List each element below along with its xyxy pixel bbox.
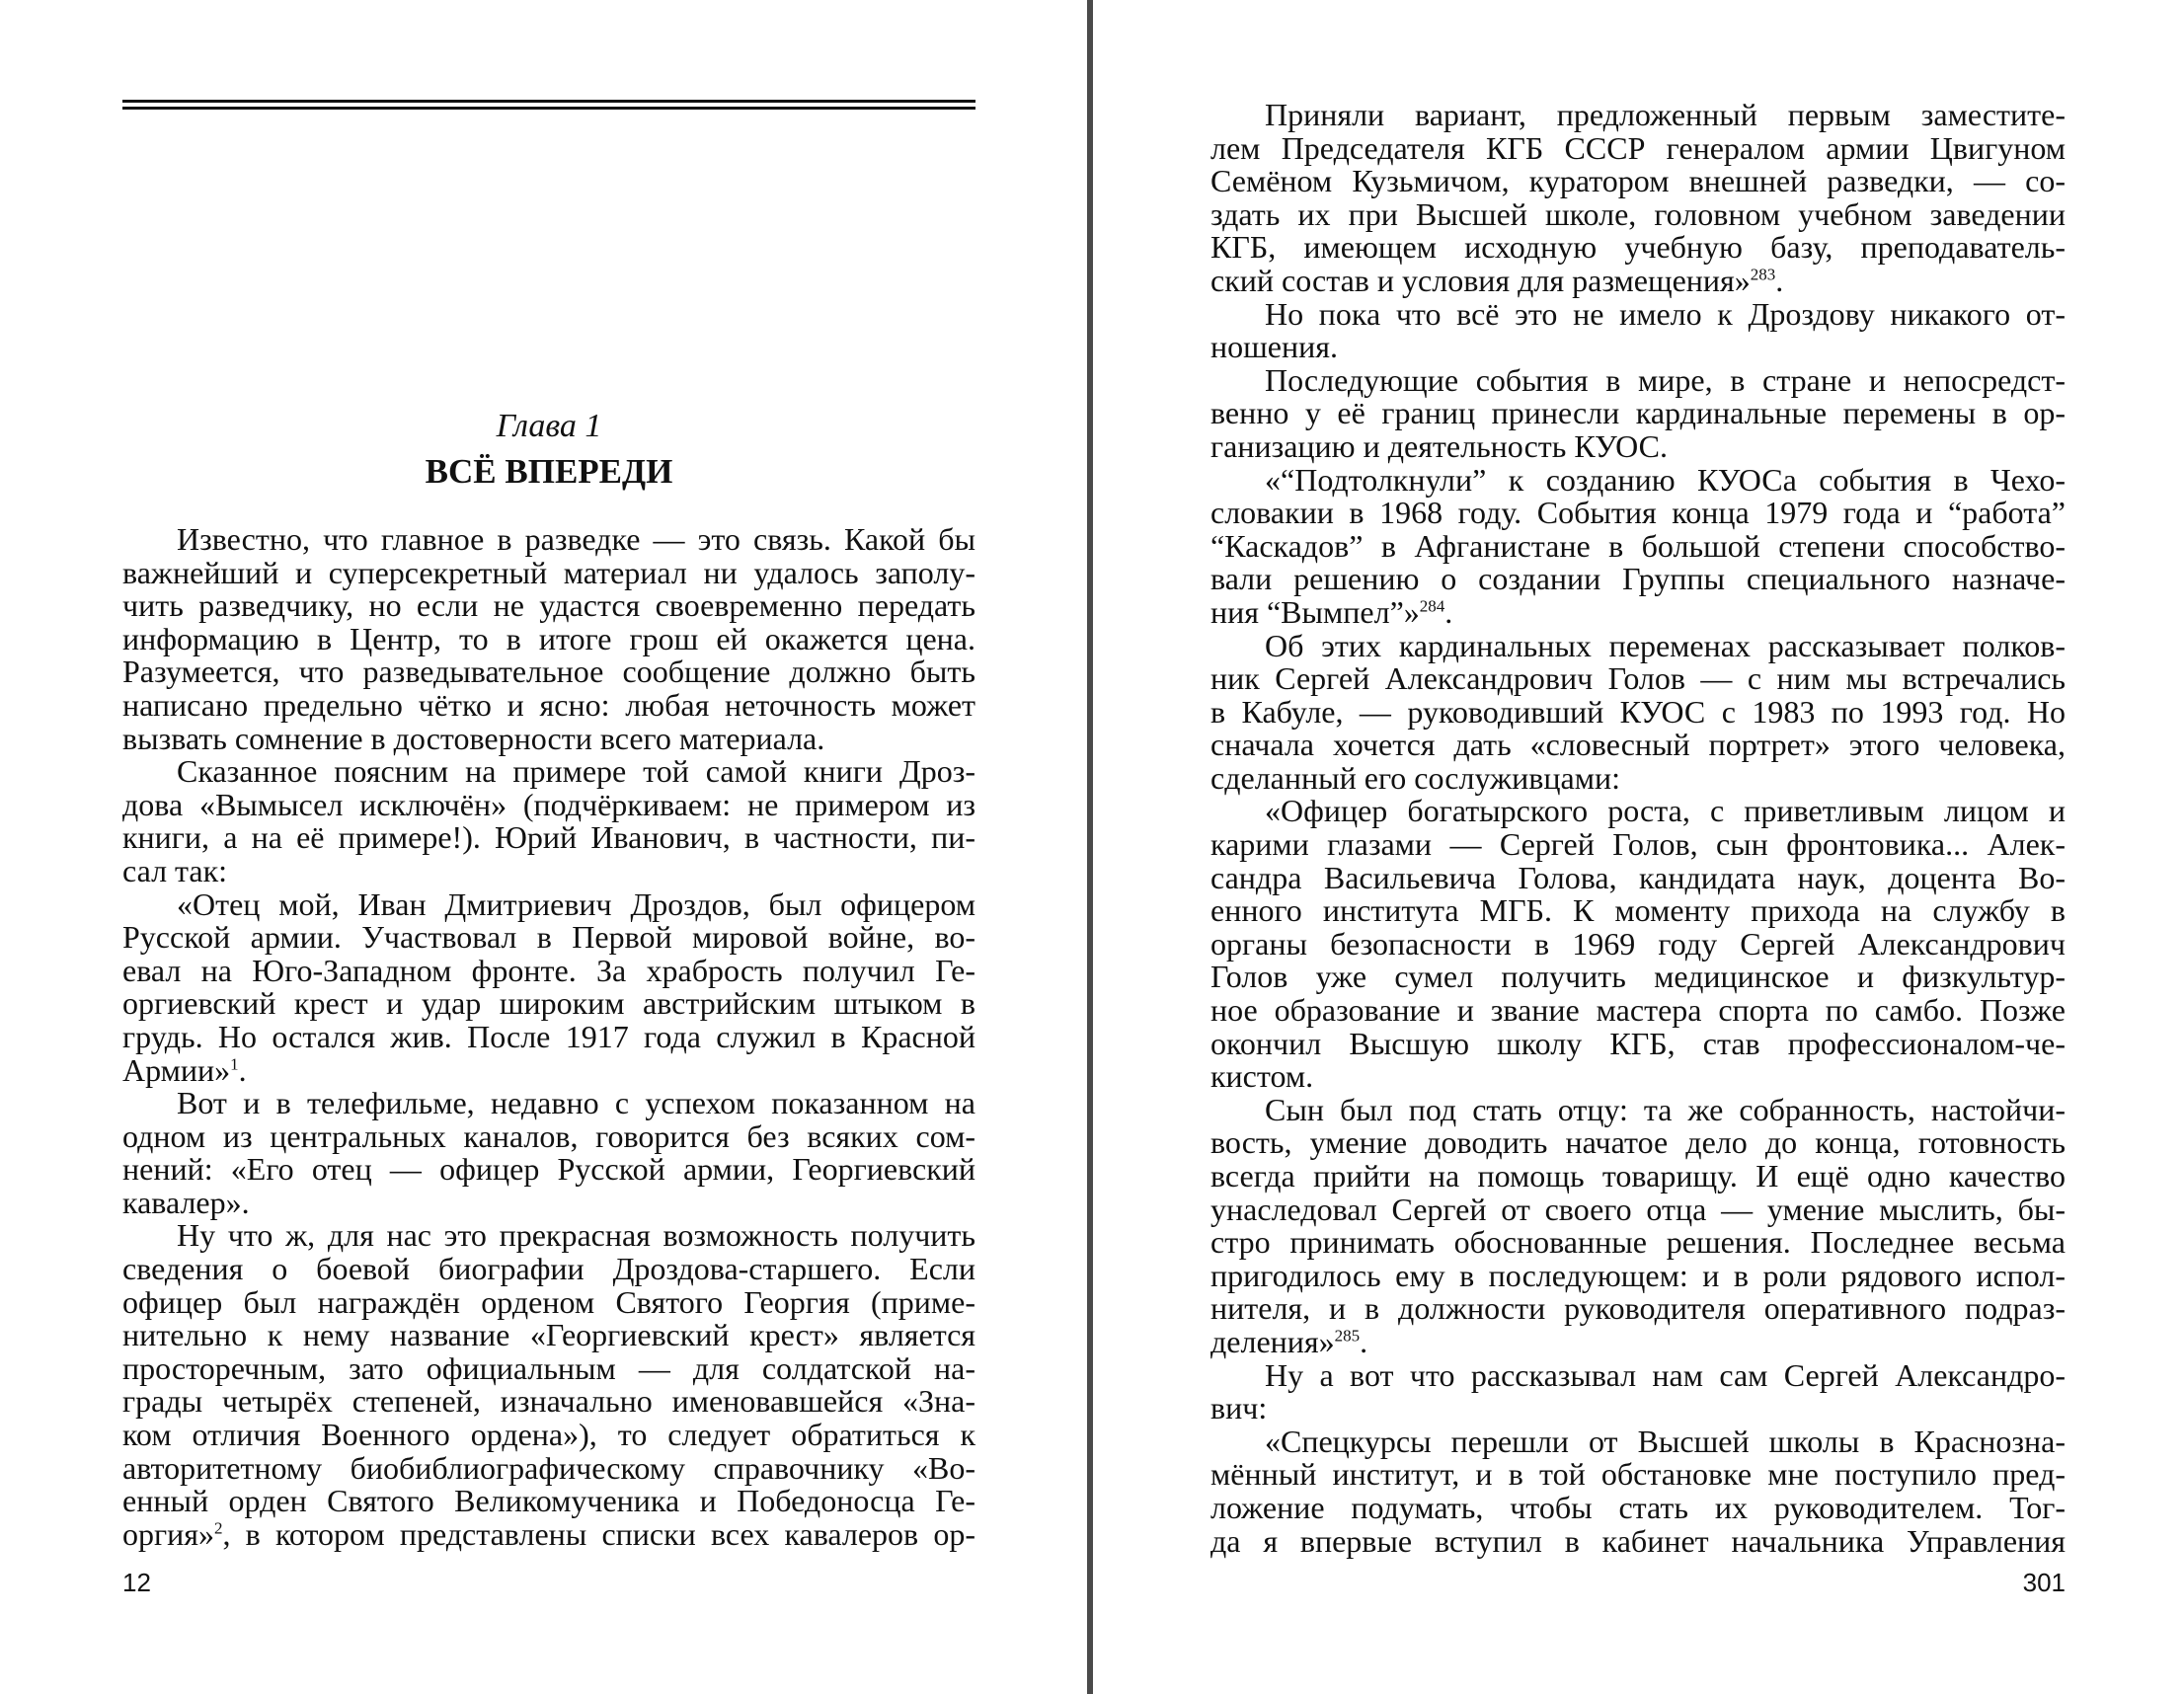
page-gutter	[1087, 0, 1093, 1694]
text-fragment: деления»	[1210, 1323, 1335, 1359]
text-line: органы безопасности в 1969 году Сергей Александрович	[1210, 925, 2066, 962]
text-line: сал так:	[122, 852, 228, 888]
footnote-ref: 285	[1334, 1326, 1361, 1346]
text-fragment: ский состав и условия для размещения»	[1210, 262, 1751, 298]
text-line: Приняли вариант, предложенный первым заместите-	[1265, 97, 2066, 132]
text-line: окончил Высшую школу КГБ, став профессионалом-че-	[1210, 1025, 2066, 1061]
text-line: сведения о боевой биографии Дроздова-старшего. Если	[122, 1251, 975, 1287]
rule-line	[122, 100, 975, 103]
text-line: венно у её границ принесли кардинальные перемены в ор-	[1210, 395, 2066, 431]
text-line	[122, 1515, 975, 1552]
text-line: одном из центральных каналов, говорится без всяких сом-	[122, 1117, 975, 1154]
text-line: Семёном Кузьмичом, куратором внешней разведки, — со-	[1210, 163, 2066, 199]
text-line: да я впервые вступил в кабинет начальника Управления	[1210, 1522, 2066, 1559]
text-line: ский состав и условия для размещения»$^{283}$.	[1210, 262, 1784, 298]
text-line: кистом.	[1210, 1058, 1314, 1095]
text-line: “Каскадов” в Афганистане в большой степени способство-	[1210, 527, 2066, 564]
text-line: сандра Васильевича Голова, кандидата наук, доцента Во-	[1210, 859, 2066, 895]
text-line: нений: «Его отец — офицер Русской армии, Георгиевский	[122, 1151, 975, 1188]
text-line: Но пока что всё это не имело к Дроздову никакого от-	[1265, 295, 2066, 332]
footnote-ref: 1	[230, 1053, 239, 1073]
text-line: вич:	[1210, 1390, 1268, 1426]
text-line: Вот и в телефильме, недавно с успехом показанном на	[177, 1085, 975, 1121]
text-line: ганизацию и деятельность КУОС.	[1210, 427, 1668, 464]
text-line: офицер был награждён орденом Святого Георгия (приме-	[122, 1283, 975, 1320]
text-line: всегда прийти на помощь товарищу. И ещё одно качество	[1210, 1158, 2066, 1194]
text-line: унаследовал Сергей от своего отца — умение мыслить, бы-	[1210, 1191, 2066, 1227]
text-line: вызвать сомнение в достоверности всего материала.	[122, 720, 825, 756]
text-line: карими глазами — Сергей Голов, сын фронтовика... Алек-	[1210, 826, 2066, 863]
text-line: информацию в Центр, то в итоге грош ей окажется цена.	[122, 620, 975, 656]
text-line: сначала хочется дать «словесный портрет» этого человека,	[1210, 727, 2066, 763]
text-line: в Кабуле, — руководивший КУОС с 1983 по 1993 год. Но	[1210, 693, 2066, 730]
footnote-ref: 284	[1419, 596, 1445, 616]
text-line: нительно к нему название «Георгиевский крест» является	[122, 1317, 975, 1353]
text-line: Русской армии. Участвовал в Первой мировой войне, во-	[122, 919, 975, 956]
text-line: книги, а на её примере!). Юрий Иванович, в частности, пи-	[122, 819, 975, 856]
text-line: Голов уже сумел получить медицинское и физкультур-	[1210, 959, 2066, 995]
text-line: важнейший и суперсекретный материал ни удалось заполу-	[122, 554, 975, 590]
footnote-ref: 2	[213, 1518, 223, 1538]
text-line: чить разведчику, но если не удастся своевременно передать	[122, 587, 975, 624]
text-line: ник Сергей Александрович Голов — с ним мы встречались	[1210, 660, 2066, 697]
text-line: Армии»$^1$.	[122, 1051, 247, 1088]
text-line: дова «Вымысел исключён» (подчёркиваем: не примером из	[122, 786, 975, 822]
text-line: «Спецкурсы перешли от Высшей школы в Краснозна-	[1265, 1423, 2066, 1459]
text-line: КГБ, имеющем исходную учебную базу, преподаватель-	[1210, 229, 2066, 266]
text-line: грудь. Но остался жив. После 1917 года служил в Красной	[122, 1018, 975, 1054]
text-line: Последующие события в мире, в стране и непосредст-	[1265, 361, 2066, 398]
text-line: енного института МГБ. К моменту прихода на службу в	[1210, 892, 2066, 929]
text-line: оргиевский крест и удар широким австрийским штыком в	[122, 985, 975, 1022]
text-line: лем Председателя КГБ СССР генералом армии Цвигуном	[1210, 129, 2066, 166]
text-line: Сын был под стать отцу: та же собранность, настойчи-	[1265, 1091, 2066, 1127]
right-page	[1210, 0, 2066, 1694]
text-line: нителя, и в должности руководителя оперативного подраз-	[1210, 1290, 2066, 1327]
chapter-title: ВСЁ ВПЕРЕДИ	[425, 452, 673, 491]
text-line: Разумеется, что разведывательное сообщение должно быть	[122, 654, 975, 690]
text-fragment: Армии»	[122, 1051, 231, 1088]
page-number: 301	[2022, 1568, 2066, 1597]
text-line: написано предельно чётко и ясно: любая неточность может	[122, 686, 975, 723]
text-fragment: ния “Вымпел”»	[1210, 593, 1420, 630]
text-line: евал на Юго-Западном фронте. За храбрость получил Ге-	[122, 952, 975, 988]
text-line: мённый институт, и в той обстановке мне поступило пред-	[1210, 1456, 2066, 1493]
left-page	[122, 0, 975, 1694]
right-body-text	[1210, 99, 2066, 1558]
text-line: авторитетному биобиблиографическому справочнику «Во-	[122, 1449, 975, 1486]
text-line: пригодилось ему в последующем: и в роли рядового испол-	[1210, 1257, 2066, 1293]
text-line: грады четырёх степеней, изначально именовавшейся «Зна-	[122, 1383, 975, 1420]
text-line: кавалер».	[122, 1184, 250, 1220]
text-line: Ну что ж, для нас это прекрасная возможность получить	[177, 1217, 975, 1254]
page-number: 12	[122, 1568, 151, 1597]
text-line: сделанный его сослуживцами:	[1210, 759, 1620, 796]
text-line: ком отличия Военного ордена»), то следует обратиться к	[122, 1417, 975, 1453]
text-line: Сказанное поясним на примере той самой книги Дроз-	[177, 753, 975, 790]
text-line: енный орден Святого Великомученика и Победоносца Ге-	[122, 1483, 975, 1519]
text-line: Об этих кардинальных переменах рассказывает полков-	[1265, 627, 2066, 663]
footnote-ref: 283	[1750, 265, 1776, 284]
text-line: ложение подумать, чтобы стать их руководителем. Тог-	[1210, 1489, 2066, 1525]
text-line: здать их при Высшей школе, головном учебном заведении	[1210, 195, 2066, 232]
text-line: ния “Вымпел”»$^{284}$.	[1210, 593, 1453, 630]
text-line: просторечным, зато официальным — для солдатской на-	[122, 1349, 975, 1386]
text-line: «“Подтолкнули” к созданию КУОСа события в Чехо-	[1265, 461, 2066, 498]
text-line: «Отец мой, Иван Дмитриевич Дроздов, был офицером	[177, 886, 975, 922]
text-line: деления»$^{285}$.	[1210, 1323, 1368, 1359]
text-fragment: оргия»	[122, 1515, 214, 1552]
text-line: ное образование и звание мастера спорта по самбо. Позже	[1210, 992, 2066, 1029]
text-line: вость, умение доводить начатое дело до конца, готовность	[1210, 1124, 2066, 1161]
left-body-text	[122, 523, 975, 1551]
chapter-label: Глава 1	[496, 408, 602, 444]
header-double-rule	[122, 100, 975, 110]
text-line: «Офицер богатырского роста, с приветливым лицом и	[1265, 793, 2066, 829]
text-line: Ну а вот что рассказывал нам сам Сергей Александро-	[1265, 1356, 2066, 1393]
text-line: вали решению о создании Группы специального назначе-	[1210, 561, 2066, 597]
rule-line	[122, 107, 975, 110]
text-fragment: , в котором представлены списки всех кавалеров ор-	[222, 1515, 975, 1552]
text-line: Известно, что главное в разведке — это связь. Какой бы	[177, 521, 975, 557]
text-line: стро принимать обоснованные решения. Последнее весьма	[1210, 1224, 2066, 1261]
text-line: ношения.	[1210, 329, 1338, 365]
text-line: словакии в 1968 году. События конца 1979 года и “работа”	[1210, 495, 2066, 531]
